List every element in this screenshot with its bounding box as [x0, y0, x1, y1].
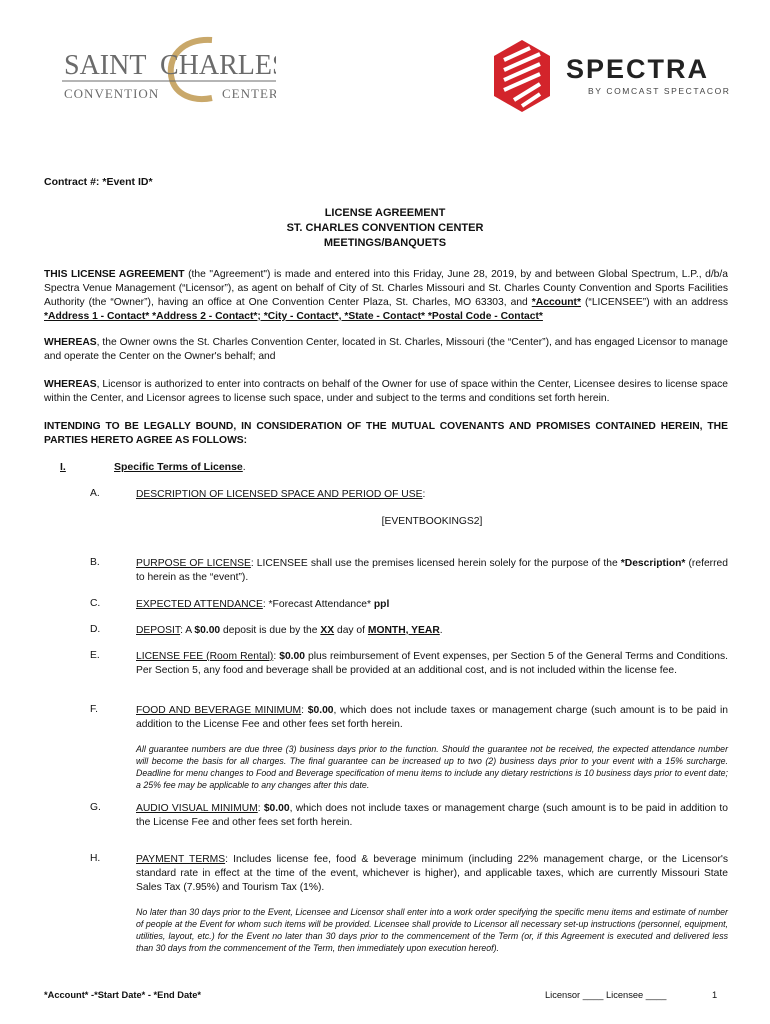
item-h-text: PAYMENT TERMS: Includes license fee, food & beverage minimum (including 22% management charge, or the Licensor's standard rate in effect at the time of the event, whichever is higher), and applicable taxes, which are currently Missouri State Sales Tax (7.95%) and Tourism Tax (1%).: [136, 854, 728, 893]
item-b-letter: B.: [90, 557, 100, 568]
intending-paragraph: INTENDING TO BE LEGALLY BOUND, IN CONSIDERATION OF THE MUTUAL COVENANTS AND PROMISES CONTAINED HEREIN, THE PARTIES HERETO AGREE AS FOLLOWS:: [44, 421, 728, 446]
item-a-text: DESCRIPTION OF LICENSED SPACE AND PERIOD OF USE:: [136, 489, 426, 500]
item-g-letter: G.: [90, 802, 101, 813]
title-line-1: LICENSE AGREEMENT: [324, 207, 446, 219]
item-c-letter: C.: [90, 598, 101, 609]
item-d-text: DEPOSIT: A $0.00 deposit is due by the XX day of MONTH, YEAR.: [136, 625, 443, 636]
section-title: Specific Terms of License.: [114, 461, 246, 473]
event-bookings-placeholder: [EVENTBOOKINGS2]: [381, 516, 483, 527]
intro-paragraph: THIS LICENSE AGREEMENT (the "Agreement") is made and entered into this Friday, June 28, 2019, by and between Global Spectrum, L.P., d/b/a Spectra Venue Management (“Licensor”), as agent on behalf of City of St. Charles Missouri and St. Charles County Convention and Sports Facilities Authority (the “Owner”), having an office at One Convention Center Plaza, St. Charles, MO 63303, and *Account* (“LICENSEE”) with an address *Address 1 - Contact* *Address 2 - Contact*; *City - Contact*, *State - Contact* *Postal Code - Contact*: [44, 269, 728, 322]
saint-charles-logo: [62, 36, 276, 108]
footer-initials: Licensor ____ Licensee ____: [545, 990, 667, 1000]
item-b-text: PURPOSE OF LICENSE: LICENSEE shall use the premises licensed herein solely for the purpose of the *Description* (referred to herein as the “event”).: [136, 558, 728, 583]
footer-account-dates: *Account* -*Start Date* - *End Date*: [44, 990, 202, 1000]
item-f-text: FOOD AND BEVERAGE MINIMUM: $0.00, which does not include taxes or management charge (such amount is to be paid in addition to the License Fee and other fees set forth herein.: [136, 705, 728, 730]
logo-text-center: CENTER: [222, 86, 276, 101]
item-a-letter: A.: [90, 488, 100, 499]
item-h-letter: H.: [90, 853, 101, 864]
work-order-note: No later than 30 days prior to the Event, Licensee and Licensor shall enter into a work order specifying the specific menu items and estimate of number of people at the Event for whom such items will be provided. Licensee shall provide to Licensor all necessary set-up instructions (personnel, equipment, utilities, layout, etc.) for the Event no later than 30 days prior to the commencement of the Term (or, if this Agreement is executed and delivered less than 30 days from the commencement of the Term, then immediately upon execution hereof).: [136, 907, 728, 953]
title-line-3: MEETINGS/BANQUETS: [323, 237, 447, 249]
logo-text-saint: SAINT: [64, 50, 147, 81]
whereas-paragraph-1: WHEREAS, the Owner owns the St. Charles Convention Center, located in St. Charles, Missouri (the “Center”), and has engaged Licensor to manage and operate the Center on the Owner's behalf; and: [44, 337, 728, 362]
item-e-letter: E.: [90, 650, 100, 661]
document-title: [0, 206, 770, 251]
contract-number: Contract #: *Event ID*: [44, 176, 153, 188]
spectra-logo: [492, 38, 742, 114]
whereas-paragraph-2: WHEREAS, Licensor is authorized to enter into contracts on behalf of the Owner for use of space within the Center, Licensee desires to license space within the Center, and Licensor agrees to license such space, under and subject to the terms and conditions set forth herein.: [44, 379, 728, 404]
item-g-text: AUDIO VISUAL MINIMUM: $0.00, which does not include taxes or management charge (such amount is to be paid in addition to the License Fee and other fees set forth herein.: [136, 803, 728, 828]
item-c-text: EXPECTED ATTENDANCE: *Forecast Attendance* ppl: [136, 599, 390, 610]
logo-text-charles: CHARLES: [160, 50, 276, 81]
item-e-text: LICENSE FEE (Room Rental): $0.00 plus reimbursement of Event expenses, per Section 5 of the General Terms and Conditions. Per Section 5, any food and beverage shall be provided at an additional cost, and is not included within the license fee.: [136, 651, 728, 676]
spectra-mark-icon: [494, 40, 550, 112]
item-f-letter: F.: [90, 704, 99, 715]
page-number: 1: [712, 990, 718, 1000]
spectra-wordmark: SPECTRA: [566, 54, 710, 84]
logo-text-convention: CONVENTION: [64, 86, 160, 101]
item-d-letter: D.: [90, 624, 101, 635]
spectra-tagline: BY COMCAST SPECTACOR: [588, 86, 731, 96]
section-number: I.: [60, 461, 66, 473]
guarantee-note: All guarantee numbers are due three (3) business days prior to the function. Should the guarantee not be received, the expected attendance number will become the basis for all charges. The final guarantee can be increased up to two (2) business days prior to your event with a 15% surcharge. Deadline for menu changes to Food and Beverage specification of menu items to include any dietary restrictions is 10 business days prior to event date; a 25% fee may be applicable to any changes after this date.: [136, 744, 728, 790]
title-line-2: ST. CHARLES CONVENTION CENTER: [286, 222, 484, 234]
